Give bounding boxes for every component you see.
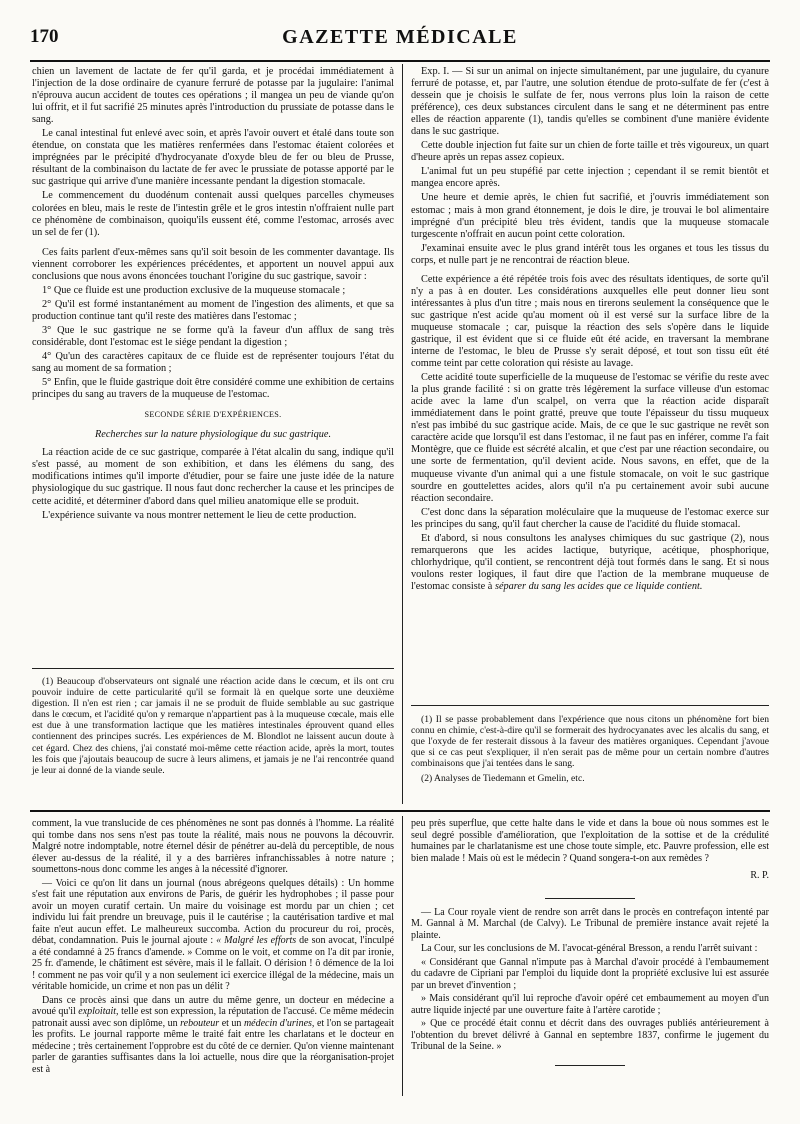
paragraph: L'animal fut un peu stupéfié par cette injection ; cependant il se remit bientôt et mangea encore après. xyxy=(411,166,769,190)
paragraph-text: telle est son expression, la réputation de l'accusé. Ce même médecin patronait aussi avec son diplôme, un xyxy=(32,1006,394,1029)
footnote: (2) Analyses de Tiedemann et Gmelin, etc. xyxy=(421,773,585,785)
paragraph: Cette acidité toute superficielle de la muqueuse de l'estomac se vérifie du reste avec la plus grande facilité : si on gratte très légèrement la surface villeuse d'un estomac acide avec la lame d'un scalpel, on verra que la réaction acide disparaît immédiatement dans le point gratté, preuve que toute l'épaisseur du tissu muqueux n'est pas imbibé du suc gastrique acide. Mais, de ce que le suc gastrique ne revêt son caractère acide que lorsqu'il est dans l'estomac, il ne faut pas en inférer, comme l'a fait Montègre, que ce fluide est sécrété alcalin, et que c'est par une réaction secondaire, ou une sorte de fermentation, qu'il devient acide. Nous savons, en effet, que de la muqueuse vivante d'un animal qui a une fistule stomacale, on voit le suc gastrique sourdre en gouttelettes acides, alors qu'il n'a pu certainement avoir subi aucune réaction secondaire. xyxy=(411,372,769,504)
masthead-title: GAZETTE MÉDICALE xyxy=(282,26,518,48)
paragraph: Ces faits parlent d'eux-mêmes sans qu'il soit besoin de les commenter davantage. Ils viennent corroborer les expériences précédentes, et apportent un nouvel appui aux conclusions que nous avons énoncées touchant l'origine du suc gastrique, savoir : xyxy=(32,246,394,282)
author-signature: R. P. xyxy=(750,870,769,881)
section-heading: SECONDE SÉRIE D'EXPÉRIENCES. xyxy=(144,410,282,420)
emphasis-text: rebouteur xyxy=(180,1017,220,1029)
paragraph-text: de son avocat, l'inculpé a été condamné à 25 francs d'amende. » Comme on le voit, et comme on l'a dit par ironie, 25 fr. d'amende, le châtiment est sévère, mais il le fallait. O dérision ! ô démence de la loi ! comment ne pas voir qu'il y a non seulement ici exercice illégal de la médecine, mais un véritable homicide, un crime et non pas un délit ? xyxy=(32,935,395,992)
paragraph-text: Et d'abord, si nous consultons les analyses chimiques du suc gastrique (2), nous remarquerons que les acides lactique, butyrique, acétique, phosphorique, chlorhydrique, qu'il contient, se rencontrent déjà tout formés dans le sang. Et si nous voulons rester logiques, il faut dire que l'action de la membrane muqueuse de l'estomac consiste à xyxy=(411,532,769,592)
column-divider xyxy=(402,816,403,1096)
paragraph: Cette expérience a été répétée trois fois avec des résultats identiques, de sorte qu'il n'y a pas à en douter. Les considérations auxquelles elle peut donner lieu sont intéressantes à plus d'un titre ; mais nous en tirerons seulement la conséquence que le suc gastrique n'est acide qu'au moment où il est versé sur la surface libre de la muqueuse stomacale ; car, puisque la réaction des sels s'opère dans le liquide gastrique, il est évident que si ce fluide eût été acide, en traversant la membrane interne de l'estomac, le bleu de Prusse s'y serait déposé, et tout son tissu eût été comme teint par cette coloration qui résiste au lavage. xyxy=(411,273,769,370)
footnote: (1) Il se passe probablement dans l'expérience que nous citons un phénomène fort bien connu en chimie, c'est-à-dire qu'il se formerait des hydrocyanates avec les alcalis du sang, et que l'oxyde de fer resterait dissous à la faveur des matières organiques. Cependant j'avoue que si ce cas peut s'expliquer, il n'en serait pas de même pour un certain nombre d'autres combinaisons que j'ai tentées dans le sang. xyxy=(411,714,769,770)
conclusion-item: 5° Enfin, que le fluide gastrique doit être considéré comme une exhibition de certains principes du sang au travers de la muqueuse de l'estomac. xyxy=(32,377,394,401)
footnote-right xyxy=(411,714,769,785)
footnote: (1) Beaucoup d'observateurs ont signalé une réaction acide dans le cœcum, et ils ont cru pouvoir induire de cette particularité qu'il se formait là en quelque sorte une deuxième digestion. Il n'en est rien ; car jamais il ne se produit de fluide semblable au suc gastrique dans le cœcum, et l'acidité qu'on y remarque n'appartient pas à la muqueuse cœcale, mais elle est due à une transformation lactique que les matières intestinales éprouvent quand elles contiennent des principes sucrés. Les expériences de M. Blondlot ne laissent aucun doute à cet égard. Chez des chiens, j'ai constaté moi-même cette réaction acide, après la mort, toutes les fois que j'ajoutais beaucoup de sucre à leurs alimens, et jamais je ne l'ai rencontrée quand je leur ai donné de la viande seule. xyxy=(32,676,394,776)
short-divider xyxy=(545,898,635,899)
paragraph: J'examinai ensuite avec le plus grand intérêt tous les organes et tous les tissus du corps, et nulle part je ne rencontrai de réaction bleue. xyxy=(411,242,769,266)
emphasis-text: exploitait, xyxy=(78,1006,119,1017)
feuilleton-column-left xyxy=(32,818,394,1077)
conclusion-item: 1° Que ce fluide est une production exclusive de la muqueuse stomacale ; xyxy=(42,284,346,296)
end-divider xyxy=(555,1065,625,1066)
header-rule xyxy=(30,60,770,62)
paragraph: La Cour, sur les conclusions de M. l'avocat-général Bresson, a rendu l'arrêt suivant : xyxy=(421,943,758,954)
section-subheading: Recherches sur la nature physiologique du suc gastrique. xyxy=(94,429,332,441)
paragraph: peu près superflue, que cette halte dans le vide et dans la boue où nous sommes est le seul degré possible d'amélioration, que l'exploitation de la sottise et de la crédulité humaines par le charlatanisme est une chose toute simple, etc. Pauvre profession, elle est bien malade ! Mais où est le médecin ? Quand songera-t-on aux remèdes ? xyxy=(411,818,769,864)
article-column-left xyxy=(32,66,394,524)
paragraph: La réaction acide de ce suc gastrique, comparée à l'état alcalin du sang, indique qu'il s'est passé, au moment de son exhibition, et dans les élémens du sang, des modifications intimes qu'il importe d'étudier, pour se faire une juste idée de la nature physiologique du suc gastrique. Il nous faut donc rechercher la cause et les principes de cette acidité, et déterminer d'abord dans quel milieu anatomique elle se produit. xyxy=(32,447,394,507)
article-column-right xyxy=(411,66,769,595)
emphasis-text: médecin d'urines, xyxy=(243,1017,315,1029)
paragraph xyxy=(32,878,394,993)
conclusion-item: 4° Qu'un des caractères capitaux de ce fluide est de représenter toujours l'état du sang au moment de sa formation ; xyxy=(32,351,394,375)
paragraph-text: et l'on se partageait les profits. Le journal rapporte même le traité fait entre les charlatans et le docteur en médecine ; très certainement l'opprobre est du côté de ce dernier. Qu'on vienne maintenant parler de garanties suffisantes dans la loi actuelle, nous dire que la réorganisation-projet est à xyxy=(32,1017,395,1075)
paragraph: chien un lavement de lactate de fer qu'il garda, et je procédai immédiatement à l'injection de la dose ordinaire de cyanure ferruré de potasse par la jugulaire: l'animal n'éprouva aucun accident de toutes ces opérations ; il mangea un peu de viande qu'on lui offrit, et il fut sacrifié 25 minutes après l'introduction du prussiate de potasse dans le sang. xyxy=(32,66,394,126)
paragraph: comment, la vue translucide de ces phénomènes ne sont pas donnés à l'homme. La réalité qui tombe dans nos sens n'est pas toute la réalité, mais nous ne pouvons la découvrir. Malgré notre indomptable, notre éternel désir de pénétrer au-delà du perceptible, de nous élever au-dessus de la réalité, il y a des barrières infranchissables à notre nature ; soumettons-nous donc comme les anges à la nécessité d'ignorer. xyxy=(32,818,394,875)
paragraph-text: Dans ce procès ainsi que dans un autre du même genre, un docteur en médecine a avoué qu'il xyxy=(32,994,394,1017)
feuilleton-column-right xyxy=(411,818,769,1066)
paragraph: — La Cour royale vient de rendre son arrêt dans le procès en contrefaçon intenté par M. Gannal à M. Marchal (de Calvy). Le Tribunal de première instance avait rejeté la plainte. xyxy=(411,906,769,941)
paragraph: C'est donc dans la séparation moléculaire que la muqueuse de l'estomac exerce sur les principes du sang, qu'il faut chercher la cause de l'acidité du fluide stomacal. xyxy=(411,506,769,530)
paragraph: » Que ce procédé était connu et décrit dans des ouvrages publiés antérieurement à l'obtention du brevet délivré à Gannal en septembre 1837, confirme le jugement du Tribunal de la Seine. » xyxy=(411,1018,769,1052)
paragraph: Exp. I. — Si sur un animal on injecte simultanément, par une jugulaire, du cyanure ferruré de potasse, et, par l'autre, une solution étendue de proto-sulfate de fer (c'est à dessein que je choisis le sulfate de fer, nous verrons plus loin la raison de cette préférence), ces deux substances circulent dans le sang et ne déterminent pas entre elles de réaction apparente (1), tandis qu'elles se combinent d'une manière évidente dans le suc gastrique. xyxy=(411,66,769,138)
page-number: 170 xyxy=(30,26,59,47)
paragraph xyxy=(411,533,769,593)
paragraph: Cette double injection fut faite sur un chien de forte taille et très vigoureux, un quart d'heure après un repas assez copieux. xyxy=(411,140,769,164)
emphasis-text: séparer du sang les acides que ce liquide contient. xyxy=(494,580,703,592)
paragraph: L'expérience suivante va nous montrer nettement le lieu de cette production. xyxy=(42,509,357,521)
conclusion-item: 3° Que le suc gastrique ne se forme qu'à la faveur d'un afflux de sang très considérable, dont l'estomac est le siége pendant la digestion ; xyxy=(32,324,394,348)
footnote-rule-right xyxy=(411,705,769,706)
paragraph-text: et un xyxy=(221,1017,242,1029)
section-separator xyxy=(30,810,770,812)
paragraph: » Mais considérant qu'il lui reproche d'avoir opéré cet embaumement au moyen d'un autre liquide injecté par une ouverture faite à l'artère carotide ; xyxy=(411,993,769,1016)
footnote-rule-left xyxy=(32,668,394,669)
conclusion-item: 2° Qu'il est formé instantanément au moment de l'ingestion des aliments, et que sa production continue tant qu'il reste des matières dans l'estomac ; xyxy=(32,298,394,322)
page-header xyxy=(30,26,770,54)
emphasis-text: « Malgré les efforts xyxy=(216,935,297,946)
footnote-left xyxy=(32,676,394,776)
paragraph xyxy=(32,995,394,1076)
paragraph: Le commencement du duodénum contenait aussi quelques parcelles chymeuses colorées en bleu, mais le reste de l'intestin grêle et le gros intestin n'offraient nulle part ce phénomène de combinaison, quoiqu'ils eussent été, comme l'estomac, arrosés avec un sel de fer (1). xyxy=(32,190,394,238)
column-divider xyxy=(402,64,403,804)
paragraph: Une heure et demie après, le chien fut sacrifié, et j'ouvris immédiatement son estomac ; mais à mon grand étonnement, je dois le dire, je trouvai le bol alimentaire imprégné d'un précipité bleu très évident, tandis que la muqueuse stomacale turgescente n'offrait en aucun point cette coloration. xyxy=(411,192,769,240)
paragraph: « Considérant que Gannal n'impute pas à Marchal d'avoir procédé à l'embaumement du cadavre de Cipriani par l'emploi du liquide dont la propriété exclusive lui est assurée par un brevet d'invention ; xyxy=(411,956,769,991)
paragraph: Le canal intestinal fut enlevé avec soin, et après l'avoir ouvert et étalé dans toute son étendue, on constata que les matières renfermées dans l'estomac étaient colorées et imprégnées par le précipité d'hydrocyanate d'oxyde bleu de fer ou bleu de Prusse, résultant de la combinaison du lactate de fer avec le prussiate de potasse apporté par le suc gastrique qui arrive d'une manière incessante pendant la digestion stomacale. xyxy=(32,128,394,188)
paragraph-text: — Voici ce qu'on lit dans un journal (nous abrégeons quelques détails) : Un homme s'est fait une réputation aux environs de Paris, de guérir les hydrophobes ; il passe pour avoir un moyen curatif certain. Un maire du voisinage est mordu par un chien ; cet individu lui fait prendre un breuvage, puis il le cautérise ; la cautérisation tardive et mal faite n'eut aucun effet. Le malheureux succomba. Action du procureur du roi, procès, débat, condamnation. Puis le journal ajoute : xyxy=(32,877,394,946)
